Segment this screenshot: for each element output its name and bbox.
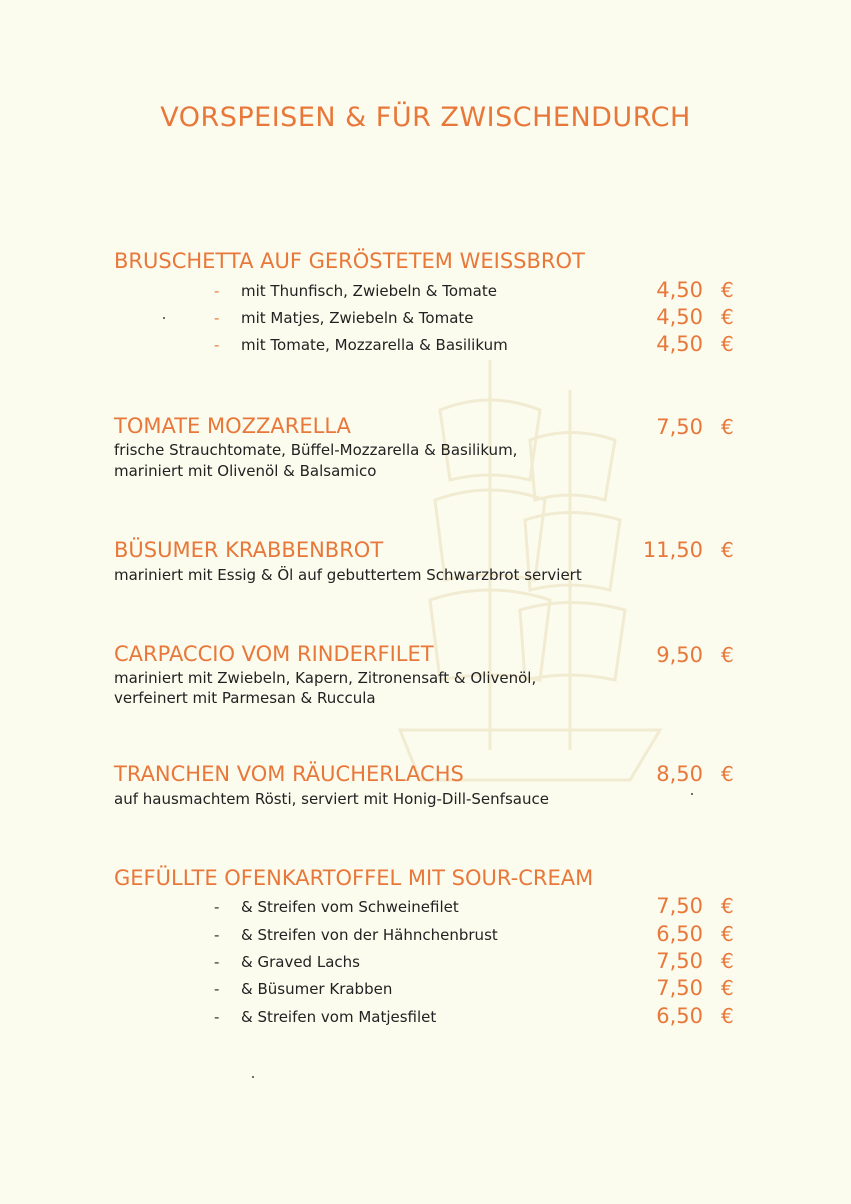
option-dash: - [214, 1008, 220, 1026]
item-price: 11,50 [642, 538, 703, 562]
currency-symbol: € [721, 305, 734, 329]
option-price: 7,50 [656, 976, 703, 1000]
item-description: verfeinert mit Parmesan & Ruccula [114, 689, 376, 707]
option-label: mit Matjes, Zwiebeln & Tomate [241, 309, 474, 327]
currency-symbol: € [721, 415, 734, 439]
currency-symbol: € [721, 643, 734, 667]
item-price: 8,50 [656, 762, 703, 786]
option-price: 4,50 [656, 332, 703, 356]
currency-symbol: € [721, 1004, 734, 1028]
option-dash: - [214, 282, 220, 300]
scan-speck [691, 793, 693, 795]
section-heading-raeucherlachs: TRANCHEN VOM RÄUCHERLACHS [114, 762, 464, 786]
option-label: mit Thunfisch, Zwiebeln & Tomate [241, 282, 497, 300]
currency-symbol: € [721, 922, 734, 946]
option-label: mit Tomate, Mozzarella & Basilikum [241, 336, 508, 354]
item-description: frische Strauchtomate, Büffel-Mozzarella & Basilikum, [114, 441, 518, 459]
item-description: mariniert mit Olivenöl & Balsamico [114, 462, 377, 480]
section-heading-carpaccio: CARPACCIO VOM RINDERFILET [114, 642, 434, 666]
currency-symbol: € [721, 976, 734, 1000]
section-heading-tomate-mozzarella: TOMATE MOZZARELLA [114, 414, 351, 438]
option-price: 6,50 [656, 1004, 703, 1028]
option-label: & Graved Lachs [241, 953, 360, 971]
option-dash: - [214, 336, 220, 354]
currency-symbol: € [721, 949, 734, 973]
option-price: 4,50 [656, 305, 703, 329]
section-heading-ofenkartoffel: GEFÜLLTE OFENKARTOFFEL MIT SOUR-CREAM [114, 866, 594, 890]
option-price: 4,50 [656, 278, 703, 302]
item-description: auf hausmachtem Rösti, serviert mit Honig-Dill-Senfsauce [114, 790, 549, 808]
option-dash: - [214, 953, 220, 971]
option-dash: - [214, 980, 220, 998]
scan-speck [163, 317, 165, 319]
item-description: mariniert mit Essig & Öl auf gebuttertem Schwarzbrot serviert [114, 566, 582, 584]
currency-symbol: € [721, 332, 734, 356]
option-label: & Büsumer Krabben [241, 980, 393, 998]
option-label: & Streifen von der Hähnchenbrust [241, 926, 498, 944]
option-label: & Streifen vom Schweinefilet [241, 898, 459, 916]
currency-symbol: € [721, 894, 734, 918]
option-price: 7,50 [656, 949, 703, 973]
currency-symbol: € [721, 278, 734, 302]
option-price: 7,50 [656, 894, 703, 918]
currency-symbol: € [721, 762, 734, 786]
item-price: 7,50 [656, 415, 703, 439]
item-price: 9,50 [656, 643, 703, 667]
currency-symbol: € [721, 538, 734, 562]
item-description: mariniert mit Zwiebeln, Kapern, Zitronensaft & Olivenöl, [114, 669, 537, 687]
scan-speck [252, 1076, 254, 1078]
option-dash: - [214, 309, 220, 327]
option-price: 6,50 [656, 922, 703, 946]
option-dash: - [214, 926, 220, 944]
section-heading-bruschetta: BRUSCHETTA AUF GERÖSTETEM WEISSBROT [114, 249, 585, 273]
option-dash: - [214, 898, 220, 916]
section-heading-krabbenbrot: BÜSUMER KRABBENBROT [114, 538, 384, 562]
page-title: VORSPEISEN & FÜR ZWISCHENDURCH [160, 102, 691, 133]
option-label: & Streifen vom Matjesfilet [241, 1008, 437, 1026]
